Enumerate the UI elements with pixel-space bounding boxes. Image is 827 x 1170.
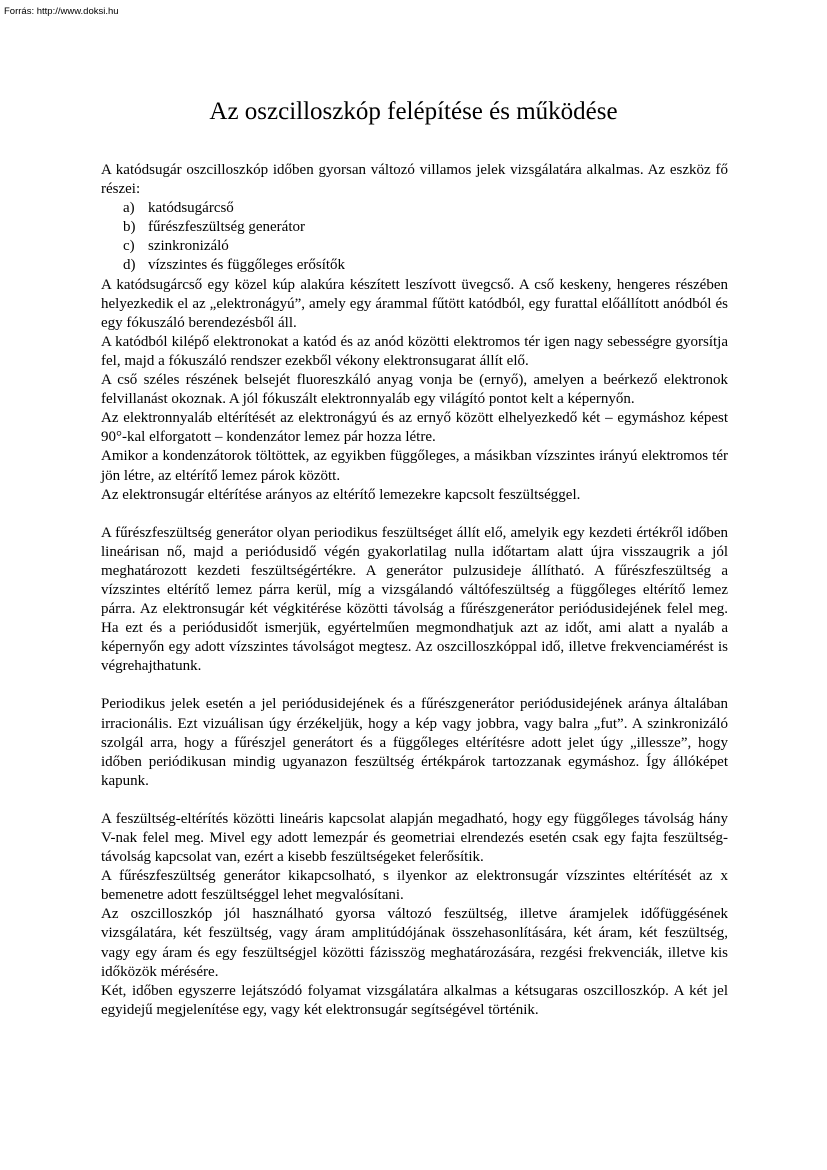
list-item <box>101 256 728 275</box>
paragraph-linear: A feszültség-eltérítés közötti lineáris kapcsolat alapján megadható, hogy egy függőleges távolság hány V-nak felel meg. Mivel egy adott lemezpár és geometriai elrendezés esetén csak egy fajta feszültség-távolság kapcsolat van, ezért a kisebb feszültségeket felerősítik. <box>101 810 728 866</box>
paragraph-proportional: Az elektronsugár eltérítése arányos az eltérítő lemezekre kapcsolt feszültséggel. <box>101 486 581 503</box>
list-item-text: katódsugárcső <box>148 200 234 217</box>
list-item-text: fűrészfeszültség generátor <box>148 219 306 236</box>
document-body <box>101 161 728 1020</box>
paragraph-screen: A cső széles részének belsejét fluoreszkáló anyag vonja be (ernyő), amelyen a beérkező elektronok felvillanást okoznak. A jól fókuszált elektronnyaláb egy világító pontot kelt a képernyőn. <box>101 372 728 408</box>
intro-paragraph: A katódsugár oszcilloszkóp időben gyorsan változó villamos jelek vizsgálatára alkalmas. Az eszköz fő részei: <box>101 162 728 198</box>
paragraph-electrons: A katódból kilépő elektronokat a katód és az anód közötti elektromos tér igen nagy sebességre gyorsítja fel, majd a fókuszáló rendszer ezekből vékony elektronsugarat állít elő. <box>101 333 728 369</box>
paragraph-usage: Az oszcilloszkóp jól használható gyorsa változó feszültség, illetve áramjelek időfüggésének vizsgálatára, két feszültség, vagy áram amplitúdójának összehasonlítására, két áram, két feszültség, vagy egy áram és egy feszültségjel közötti fázisszög meghatározására, rezgési frekvenciák, illetve kis időközök mérésére. <box>101 906 728 980</box>
list-item <box>101 199 728 218</box>
paragraph-x-input: A fűrészfeszültség generátor kikapcsolható, s ilyenkor az elektronsugár vízszintes eltérítését az x bemenetre adott feszültséggel lehet megvalósítani. <box>101 868 728 904</box>
list-item <box>101 218 728 237</box>
list-marker: c) <box>123 238 135 255</box>
paragraph-deflection: Az elektronnyaláb eltérítését az elektronágyú és az ernyő között elhelyezkedő két – egymáshoz képest 90°-kal elforgatott – kondenzátor lemez pár hozza létre. <box>101 410 728 446</box>
list-item-text: vízszintes és függőleges erősítők <box>148 257 346 274</box>
list-marker: d) <box>123 257 136 274</box>
paragraph-crt: A katódsugárcső egy közel kúp alakúra készített leszívott üvegcső. A cső keskeny, hengeres részében helyezkedik el az „elektronágyú”, amely egy árammal fűtött katódból, egy furattal előállított anódból és egy fókuszáló berendezésből áll. <box>101 276 728 331</box>
source-note: Forrás: http://www.doksi.hu <box>4 6 119 17</box>
list-item <box>101 237 728 256</box>
list-item-text: szinkronizáló <box>148 238 229 255</box>
parts-list <box>101 199 728 275</box>
list-marker: a) <box>123 200 135 217</box>
paragraph-capacitors: Amikor a kondenzátorok töltöttek, az egyikben függőleges, a másikban vízszintes irányú elektromos tér jön létre, az eltérítő lemez párok között. <box>101 448 728 484</box>
paragraph-dual-beam: Két, időben egyszerre lejátszódó folyamat vizsgálatára alkalmas a kétsugaras oszcilloszkóp. A két jel egyidejű megjelenítése egy, vagy két elektronsugár segítségével történik. <box>101 982 728 1018</box>
list-marker: b) <box>123 219 136 236</box>
paragraph-sawtooth: A fűrészfeszültség generátor olyan periodikus feszültséget állít elő, amelyik egy kezdeti értékről időben lineárisan nő, majd a periódusidő végén gyakorlatilag nulla időtartam alatt újra visszaugrik a jól meghatározott kezdeti feszültségértékre. A generátor pulzusideje állítható. A fűrészfeszültség a vízszintes eltérítő lemez párra kerül, míg a vizsgálandó váltófeszültség a függőleges eltérítő lemez párra. Az elektronsugár két végkitérése közötti távolság a fűrészgenerátor periódusidejének felel meg. Ha ezt és a periódusidőt ismerjük, egyértelműen megmondhatjuk azt az időt, ami alatt a nyaláb a képernyőn egy adott vízszintes távolságot megtesz. Az oszcilloszkóppal idő, illetve frekvenciamérést is végrehajthatunk. <box>101 524 728 675</box>
paragraph-sync: Periodikus jelek esetén a jel periódusidejének és a fűrészgenerátor periódusidejének aránya általában irracionális. Ezt vizuálisan úgy érzékeljük, hogy a kép vagy jobbra, vagy balra „fut”. A szinkronizáló szolgál arra, hogy a fűrészjel generátort és a függőleges eltérítésre adott jelet úgy „illessze”, hogy időben periódikusan mindig ugyanazon feszültség értékpárok tartozzanak egymáshoz. Így állóképet kapunk. <box>101 696 728 789</box>
document-title: Az oszcilloszkóp felépítése és működése <box>209 98 618 125</box>
